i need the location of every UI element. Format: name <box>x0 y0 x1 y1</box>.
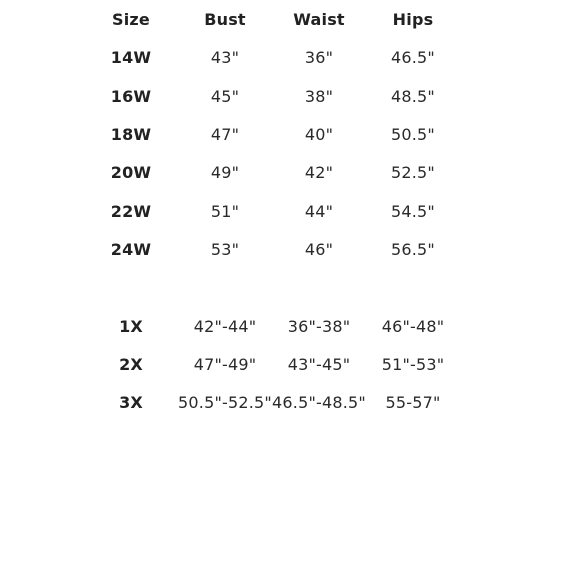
waist-value: 36" <box>304 48 334 67</box>
waist-value: 38" <box>304 87 334 106</box>
hips-value: 55-57" <box>385 393 441 412</box>
bust-value: 43" <box>210 48 240 67</box>
size-label: 3X <box>119 393 143 412</box>
bust-value: 47" <box>210 125 240 144</box>
size-label: 18W <box>110 125 152 144</box>
waist-value: 36"-38" <box>287 317 351 336</box>
waist-value: 42" <box>304 163 334 182</box>
bust-value: 53" <box>210 240 240 259</box>
size-label: 20W <box>110 163 152 182</box>
header-hips: Hips <box>392 10 434 29</box>
header-bust: Bust <box>204 10 246 29</box>
header-size: Size <box>112 10 150 29</box>
size-label: 22W <box>110 202 152 221</box>
bust-value: 49" <box>210 163 240 182</box>
waist-value: 43"-45" <box>287 355 351 374</box>
waist-value: 46" <box>304 240 334 259</box>
bust-value: 51" <box>210 202 240 221</box>
bust-value: 42"-44" <box>193 317 257 336</box>
size-label: 2X <box>119 355 143 374</box>
hips-value: 48.5" <box>391 87 435 106</box>
hips-value: 50.5" <box>391 125 435 144</box>
bust-value: 50.5"-52.5" <box>178 393 272 412</box>
header-waist: Waist <box>293 10 345 29</box>
size-label: 16W <box>110 87 152 106</box>
bust-value: 45" <box>210 87 240 106</box>
hips-value: 56.5" <box>391 240 435 259</box>
bust-value: 47"-49" <box>193 355 257 374</box>
waist-value: 40" <box>304 125 334 144</box>
size-label: 1X <box>119 317 143 336</box>
hips-value: 54.5" <box>391 202 435 221</box>
waist-value: 44" <box>304 202 334 221</box>
hips-value: 52.5" <box>391 163 435 182</box>
waist-value: 46.5"-48.5" <box>272 393 366 412</box>
hips-value: 46.5" <box>391 48 435 67</box>
size-label: 14W <box>110 48 152 67</box>
size-label: 24W <box>110 240 152 259</box>
hips-value: 46"-48" <box>381 317 445 336</box>
hips-value: 51"-53" <box>381 355 445 374</box>
